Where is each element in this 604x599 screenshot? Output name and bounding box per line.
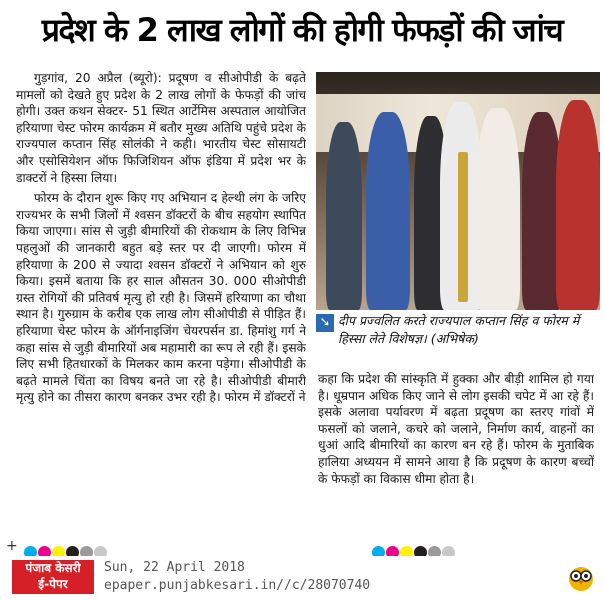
headline: प्रदेश के 2 लाख लोगों की होगी फेफड़ों की जांच [41, 11, 563, 49]
news-photo [316, 72, 600, 310]
epaper-link[interactable]: epaper.punjabkesari.in//c/28070740 [104, 578, 371, 593]
epaper-footer [0, 556, 604, 599]
person-figure [326, 122, 362, 310]
person-figure [556, 100, 600, 310]
lamp-icon [458, 152, 468, 302]
photo-caption-text: दीप प्रज्वलित करते राज्यपाल कप्तान सिंह व फोरम में हिस्सा लेते विशेषज्ञ। (अभिषेक) [338, 313, 580, 346]
registration-cross-icon: + [6, 538, 18, 554]
article-paragraph: कहा कि प्रदेश की सांस्कृति में हुक्का और बीड़ी शामिल हो गया है। धूम्रपान अधिक किए जाने से लोग इसकी चपेट में आ रहे हैं। इसके अलावा पर्यावरण में बढ़ता प्रदूषण का स्तरए गांवों में फसलों को जलाने, कचरे को जलाने, निर्माण कार्य, वाहनों का धुआं आदि बीमारियों का कारण बन रहे हैं। फोरम के मुताबिक हालिया अध्ययन में सामने आया है कि प्रदूषण के कारण बच्चों के फेफड़ों का विकास धीमा होता है। [318, 372, 594, 486]
photo-caption [316, 312, 600, 358]
logo-title: पंजाब केसरी [25, 561, 81, 575]
article-paragraph: फोरम के दौरान शुरू किए गए अभियान द हेल्थी लंग के जरिए राज्यभर के सभी जिलों में श्वसन डॉक्टरों के बीच सहयोग स्थापित किया जाएगा। सांस से जुड़ी बीमारियों की रोकथाम के लिए विभिन्न पहलुओं की जानकारी बहुत बड़े स्तर पर दी जाएगी। फोरम में हरियाणा के 200 से ज्यादा श्वसन डॉक्टरों ने अभियान को शुरु किया। इसमें बताया कि हर साल औसतन 30. 000 सीओपीडी ग्रस्त रोगियों की प्रतिवर्ष मृत्यु हो रही है। जिसमें हरियाणा का चौथा स्थान है। गुरुग्राम के करीब एक लाख लोग सीओपीडी से पीड़ित हैं। हरियाणा चेस्ट फोरम के ऑर्गनाइजिंग चेयरपर्सन डा. हिमांशु गर्ग ने कहा सांस से जुड़ी बीमारियों अब महामारी का रूप ले रही हैं। इसके लिए सभी हितधारकों के मिलकर काम करना पड़ेगा। सीओपीडी के बढ़ते मामले चिंता का विषय बनते जा रहे है। सीओपीडी बीमारी मृत्यु होने का तीसरा कारण बनकर उभर रही है। फोरम में डॉक्टरों ने [16, 191, 306, 405]
article-left-column [16, 70, 306, 525]
logo-subtitle: ई-पेपर [38, 577, 68, 591]
article-right-column [318, 371, 594, 531]
article-paragraph: गुड़गांव, 20 अप्रैल (ब्यूरो): प्रदूषण व सीओपीडी के बढ़ते मामलों को देखते हुए प्रदेश के 2 लाख लोगों के फेफड़ों की जांच होगी। उक्त कथन सेक्टर- 51 स्थित आर्टेमिस अस्पताल आयोजित हरियाणा चेस्ट फोरम कार्यक्रम में बतौर मुख्य अतिथि पहुंचे प्रदेश के राज्यपाल कप्तान सिंह सोलंकी ने कही। भारतीय चेस्ट सोसायटी और एसोसियेशन ऑफ फिजिशियन ऑफ इंडिया में प्रदेश भर के डाक्टरों ने हिस्सा लिया। [16, 71, 306, 185]
arrow-icon: ➘ [316, 314, 334, 332]
person-figure [366, 112, 410, 310]
person-figure [476, 108, 520, 310]
owl-icon [566, 562, 596, 592]
punjab-kesari-logo[interactable] [12, 560, 94, 594]
edition-date: Sun, 22 April 2018 [104, 560, 245, 575]
